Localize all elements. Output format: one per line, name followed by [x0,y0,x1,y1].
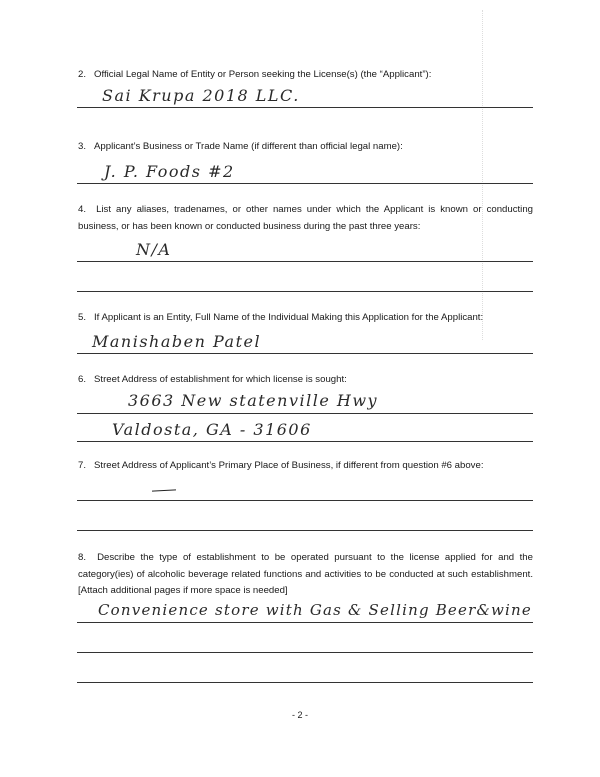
question-6-answer-line-1[interactable]: 3663 New statenville Hwy [128,391,379,410]
question-4-answer[interactable]: N/A [136,240,172,259]
question-2-label: 2. Official Legal Name of Entity or Person seeking the License(s) (the “Applicant”): [78,69,432,80]
answer-line [77,622,533,623]
answer-line [77,291,533,292]
answer-line [77,500,533,501]
question-8-answer[interactable]: Convenience store with Gas & Selling Beer&wine [98,601,532,619]
question-5-label: 5. If Applicant is an Entity, Full Name of the Individual Making this Application for the Applicant: [78,312,484,323]
answer-line [77,353,533,354]
question-4-label: 4. List any aliases, tradenames, or other names under which the Applicant is known or conducting business, or has been known or conducted business during the past three years: [78,204,533,232]
question-6-answer-line-2[interactable]: Valdosta, GA - 31606 [112,420,312,439]
question-8-label: 8. Describe the type of establishment to be operated pursuant to the license applied for and the category(ies) of alcoholic beverage related functions and activities to be conducted at such establishment. [Attach additional pages if more space is needed] [78,552,533,596]
question-3-label: 3. Applicant’s Business or Trade Name (if different than official legal name): [78,141,403,152]
page-number: - 2 - [291,710,308,720]
question-5-answer[interactable]: Manishaben Patel [92,332,262,351]
answer-line [77,183,533,184]
question-7-label: 7. Street Address of Applicant’s Primary Place of Business, if different from question #6 above: [78,460,484,471]
question-7-answer-dash[interactable] [152,489,176,491]
answer-line [77,682,533,683]
question-3-answer[interactable]: J. P. Foods #2 [104,162,235,181]
answer-line [77,441,533,442]
answer-line [77,261,533,262]
answer-line [77,107,533,108]
answer-line [77,530,533,531]
answer-line [77,413,533,414]
question-2-answer[interactable]: Sai Krupa 2018 LLC. [102,86,300,105]
question-6-label: 6. Street Address of establishment for which license is sought: [78,374,347,385]
answer-line [77,652,533,653]
